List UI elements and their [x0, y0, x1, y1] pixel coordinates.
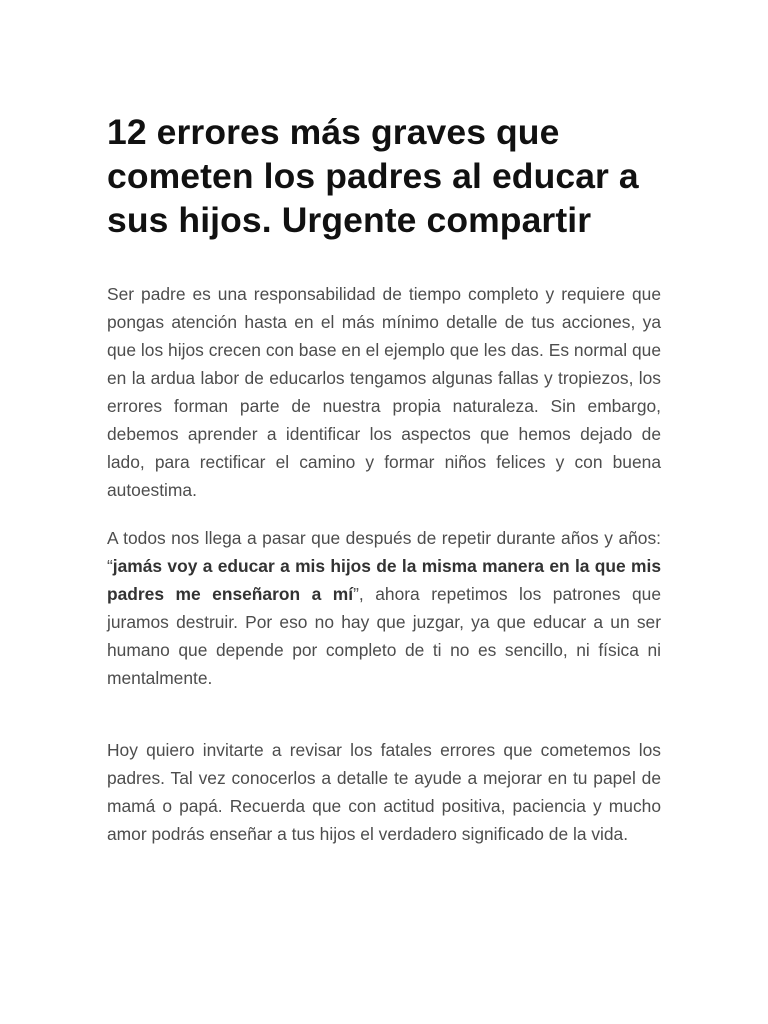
article: [107, 110, 661, 848]
paragraph-quote-after: ”, ahora repetimos los patrones que juramos destruir. Por eso no hay que juzgar, ya que educar a un ser humano que depende por completo de ti no es sencillo, ni física ni mentalmente.: [107, 584, 661, 688]
paragraph-intro: Ser padre es una responsabilidad de tiempo completo y requiere que pongas atención hasta en el más mínimo detalle de tus acciones, ya que los hijos crecen con base en el ejemplo que les das. Es normal que en la ardua labor de educarlos tengamos algunas fallas y tropiezos, los errores forman parte de nuestra propia naturaleza. Sin embargo, debemos aprender a identificar los aspectos que hemos dejado de lado, para rectificar el camino y formar niños felices y con buena autoestima.: [107, 284, 661, 500]
paragraph-invitation: Hoy quiero invitarte a revisar los fatales errores que cometemos los padres. Tal vez conocerlos a detalle te ayude a mejorar en tu papel de mamá o papá. Recuerda que con actitud positiva, paciencia y mucho amor podrás enseñar a tus hijos el verdadero significado de la vida.: [107, 740, 661, 844]
article-title: 12 errores más graves que cometen los padres al educar a sus hijos. Urgente compartir: [107, 112, 639, 240]
paragraph-quote: [107, 524, 661, 692]
quote-emphasis: jamás voy a educar a mis hijos de la misma manera en la que mis padres me enseñaron a mí: [107, 556, 661, 604]
paragraph-quote-before: A todos nos llega a pasar que después de repetir durante años y años: “: [107, 528, 661, 576]
